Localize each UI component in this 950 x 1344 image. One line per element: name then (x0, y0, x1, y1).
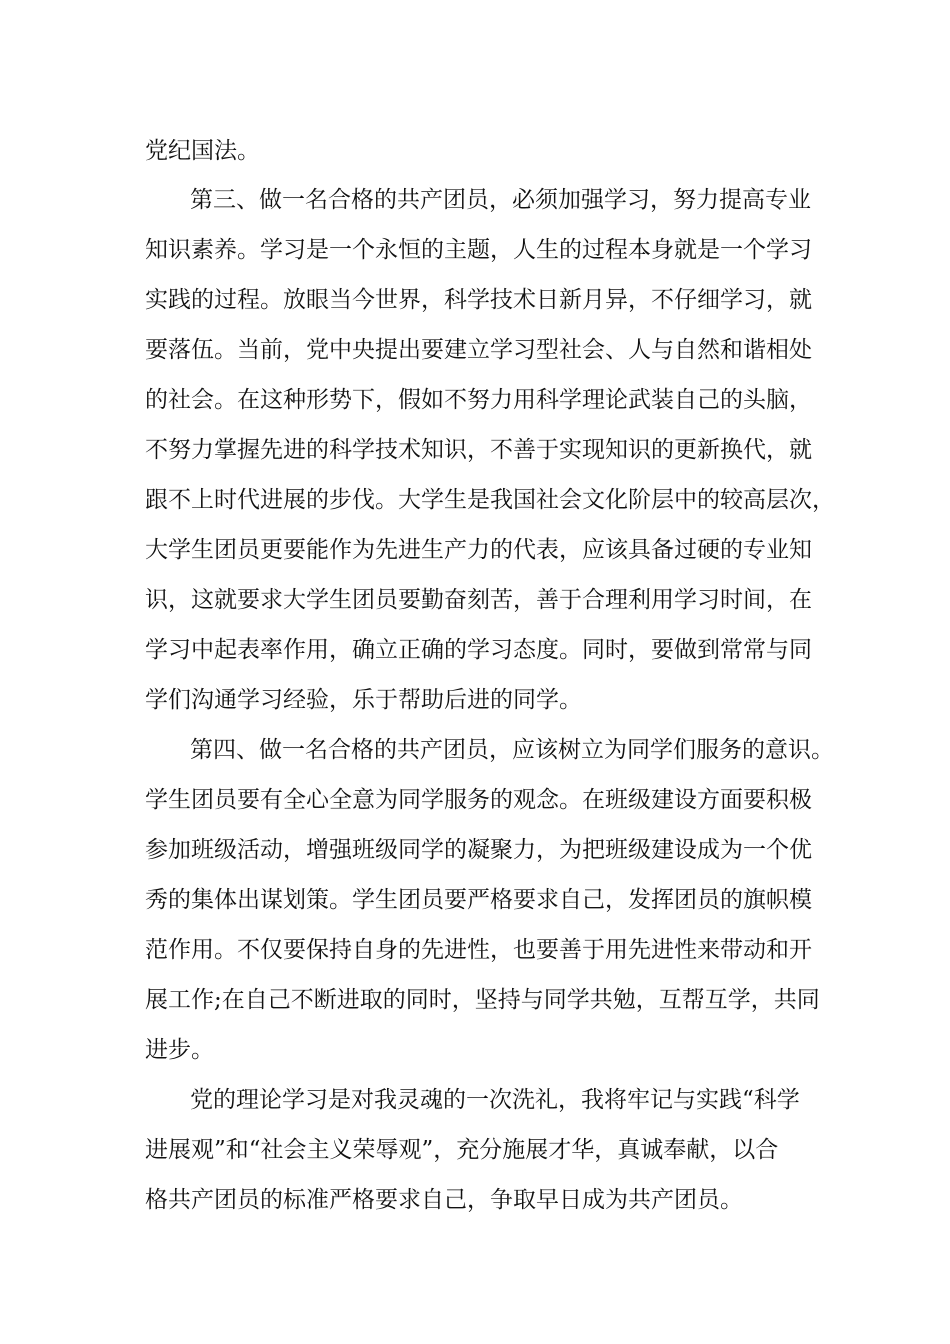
text-line: 展工作;在自己不断进取的同时，坚持与同学共勉，互帮互学，共同 (145, 987, 820, 1013)
text-line: 识，这就要求大学生团员要勤奋刻苦，善于合理利用学习时间，在 (145, 587, 812, 613)
paragraph-start-line: 第三、做一名合格的共产团员，必须加强学习，努力提高专业 (190, 187, 811, 213)
text-line: 知识素养。学习是一个永恒的主题，人生的过程本身就是一个学习 (145, 237, 812, 263)
text-line: 范作用。不仅要保持自身的先进性，也要善于用先进性来带动和开 (145, 937, 812, 963)
paragraph-start-line: 党的理论学习是对我灵魂的一次洗礼，我将牢记与实践“科学 (190, 1087, 800, 1113)
text-line: 学生团员要有全心全意为同学服务的观念。在班级建设方面要积极 (145, 787, 812, 813)
text-line: 要落伍。当前，党中央提出要建立学习型社会、人与自然和谐相处 (145, 337, 812, 363)
text-line: 大学生团员更要能作为先进生产力的代表，应该具备过硬的专业知 (145, 537, 812, 563)
text-line: 秀的集体出谋划策。学生团员要严格要求自己，发挥团员的旗帜模 (145, 887, 812, 913)
text-line: 进步。 (145, 1037, 214, 1063)
text-line: 学们沟通学习经验，乐于帮助后进的同学。 (145, 687, 582, 713)
text-line: 实践的过程。放眼当今世界，科学技术日新月异，不仔细学习，就 (145, 287, 812, 313)
text-line: 参加班级活动，增强班级同学的凝聚力，为把班级建设成为一个优 (145, 837, 812, 863)
text-line: 不努力掌握先进的科学技术知识，不善于实现知识的更新换代，就 (145, 437, 812, 463)
text-line: 党纪国法。 (145, 138, 260, 164)
text-line: 格共产团员的标准严格要求自己，争取早日成为共产团员。 (145, 1187, 743, 1213)
text-line: 的社会。在这种形势下，假如不努力用科学理论武装自己的头脑， (145, 387, 812, 413)
text-line: 跟不上时代进展的步伐。大学生是我国社会文化阶层中的较高层次， (145, 487, 835, 513)
text-line: 进展观”和“社会主义荣辱观”，充分施展才华，真诚奉献，以合 (145, 1137, 779, 1163)
paragraph-start-line: 第四、做一名合格的共产团员，应该树立为同学们服务的意识。 (190, 737, 834, 763)
text-line: 学习中起表率作用，确立正确的学习态度。同时，要做到常常与同 (145, 637, 812, 663)
